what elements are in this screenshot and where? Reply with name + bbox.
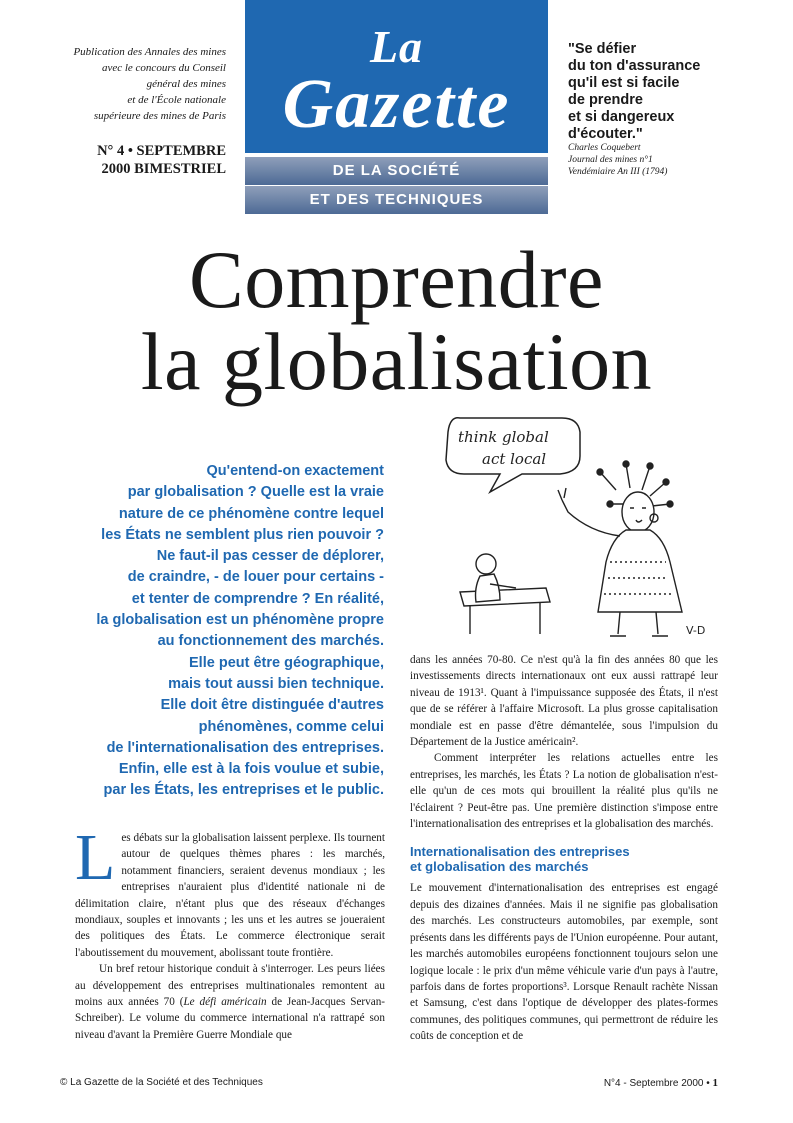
lead-line: par les États, les entreprises et le public. bbox=[103, 782, 384, 799]
quote-source-line: Journal des mines n°1 bbox=[568, 155, 653, 165]
paragraph-text: es débats sur la globalisation laissent perplexe. Ils tournent autour de quelques thèmes phares : les marchés, notamment financiers, seraient devenus mondiaux ; les entreprises n'auraient plus d'identité nationale ni de délimitation claire, n'étant plus que des réseaux d'échanges mondiaux, souples et innovants ; les uns et les autres se joueraient des politiques des États. Le commerce électronique serait l'aboutissement du mouvement, abolissant toute frontière. bbox=[75, 832, 385, 959]
publisher-line: général des mines bbox=[146, 78, 226, 90]
cartoon-illustration bbox=[430, 412, 730, 644]
publisher-line: avec le concours du Conseil bbox=[101, 62, 226, 74]
paragraph-text: de Jean-Jacques Servan-Schreiber). Le volume du commerce international n'a rattrapé son niveau d'avant la Première Guerre Mondiale que bbox=[75, 996, 386, 1041]
footer-page-info bbox=[560, 1076, 718, 1091]
quote-line: d'écouter." bbox=[568, 126, 643, 142]
quote-source-line: Vendémiaire An III (1794) bbox=[568, 167, 668, 177]
lead-line: Elle peut être géographique, bbox=[189, 654, 384, 671]
article-body-left bbox=[75, 821, 386, 1043]
quote-line: "Se défier bbox=[568, 41, 637, 57]
article-title-line-1: Comprendre bbox=[189, 234, 604, 325]
section-heading-line: et globalisation des marchés bbox=[410, 859, 589, 875]
issue-line-1: N° 4 • SEPTEMBRE bbox=[97, 143, 226, 159]
publisher-note bbox=[40, 44, 226, 124]
publisher-line: Publication des Annales des mines bbox=[73, 46, 226, 58]
quote-source-line: Charles Coquebert bbox=[568, 143, 641, 153]
book-title: Le défi américain bbox=[183, 996, 267, 1009]
article-lead bbox=[60, 461, 384, 802]
paragraph: Comment interpréter les relations actuelles entre les entreprises, les marchés, les États ? La notion de globalisation n'est-elle qu'un de ces mots qui brouillent la réalité plus qu'ils ne l'éclairent ? Peut-être pas. Une première distinction s'impose entre l'internationalisation des entreprises et la globalisation des marchés. bbox=[410, 752, 718, 831]
cartoon-signature: V-D bbox=[686, 624, 706, 637]
gazette-logo bbox=[245, 0, 548, 153]
bubble-text-1: think global bbox=[458, 428, 549, 446]
lead-line: mais tout aussi bien technique. bbox=[168, 675, 384, 692]
subtitle-band-2: ET DES TECHNIQUES bbox=[245, 186, 548, 214]
lead-line: de l'internationalisation des entreprises. bbox=[106, 739, 384, 756]
quote-line: du ton d'assurance bbox=[568, 58, 701, 74]
lead-line: Qu'entend-on exactement bbox=[206, 463, 384, 479]
issue-info bbox=[40, 142, 226, 178]
masthead-quote bbox=[568, 41, 768, 143]
quote-line: de prendre bbox=[568, 92, 643, 108]
logo-gazette: Gazette bbox=[282, 66, 511, 143]
drop-cap: L bbox=[75, 821, 116, 894]
footer-copyright: © La Gazette de la Société et des Techniques bbox=[60, 1077, 263, 1088]
quote-source bbox=[568, 142, 768, 178]
lead-line: phénomènes, comme celui bbox=[198, 718, 384, 735]
publisher-line: supérieure des mines de Paris bbox=[93, 110, 226, 122]
lead-line: Enfin, elle est à la fois voulue et subie, bbox=[118, 761, 384, 778]
lead-line: nature de ce phénomène contre lequel bbox=[118, 505, 384, 522]
footer-issue: N°4 - Septembre 2000 • bbox=[603, 1078, 710, 1089]
logo-la: La bbox=[369, 21, 424, 72]
subtitle-band-1: DE LA SOCIÉTÉ bbox=[245, 157, 548, 185]
article-title-line-2: la globalisation bbox=[140, 316, 653, 407]
bubble-text-2: act local bbox=[482, 450, 547, 468]
section-heading-line: Internationalisation des entreprises bbox=[410, 844, 630, 860]
paragraph bbox=[75, 821, 385, 961]
quote-line: et si dangereux bbox=[568, 109, 675, 125]
publisher-line: et de l'École nationale bbox=[127, 94, 226, 106]
lead-line: la globalisation est un phénomène propre bbox=[96, 612, 384, 629]
lead-line: Elle doit être distinguée d'autres bbox=[160, 697, 384, 714]
lead-line: les États ne semblent plus rien pouvoir ? bbox=[101, 526, 384, 543]
lead-line: par globalisation ? Quelle est la vraie bbox=[127, 484, 384, 501]
paragraph-text: Un bref retour historique conduit à s'interroger. Les peurs liées au développement des entreprises multinationales remontent au moins aux années 70 ( bbox=[75, 963, 385, 1009]
paragraph: Le mouvement d'internationalisation des entreprises est engagé depuis des dizaines d'années. Mais il ne signifie pas globalisation des marchés. Les constructeurs automobiles, par exemple, sont présents dans les différents pays de l'Union européenne. Pour autant, les marchés automobiles européens fonctionnent toujours selon une logique locale : le prix d'un même véhicule varie d'un pays à l'autre, parfois dans de fortes proportions³. Lorsque Renault rachète Nissan et Samsung, c'est dans l'optique de développer des plates-formes communes, des politiques communes, qui permettront de réduire les coûts de conception et de bbox=[410, 882, 718, 1043]
lead-line: de craindre, - de louer pour certains - bbox=[127, 569, 384, 586]
paragraph bbox=[75, 961, 385, 1043]
paragraph: dans les années 70-80. Ce n'est qu'à la fin des années 80 que les investissements directs internationaux ont eux aussi rattrapé leur niveau de 1913¹. Quant à l'impuissance supposée des États, il n'est que de se référer à l'affaire Microsoft. La plus grosse capitalisation mondiale est en passe d'être démantelée, sous l'impulsion du Département de la Justice américain². bbox=[410, 654, 718, 749]
quote-line: qu'il est si facile bbox=[568, 75, 680, 91]
issue-line-2: 2000 BIMESTRIEL bbox=[101, 161, 226, 177]
section-heading bbox=[410, 844, 718, 874]
lead-line: et tenter de comprendre ? En réalité, bbox=[131, 590, 384, 607]
lead-line: au fonctionnement des marchés. bbox=[157, 633, 384, 650]
page-number: 1 bbox=[712, 1077, 718, 1089]
lead-line: Ne faut-il pas cesser de déplorer, bbox=[156, 548, 384, 565]
article-body-right bbox=[410, 652, 718, 1045]
